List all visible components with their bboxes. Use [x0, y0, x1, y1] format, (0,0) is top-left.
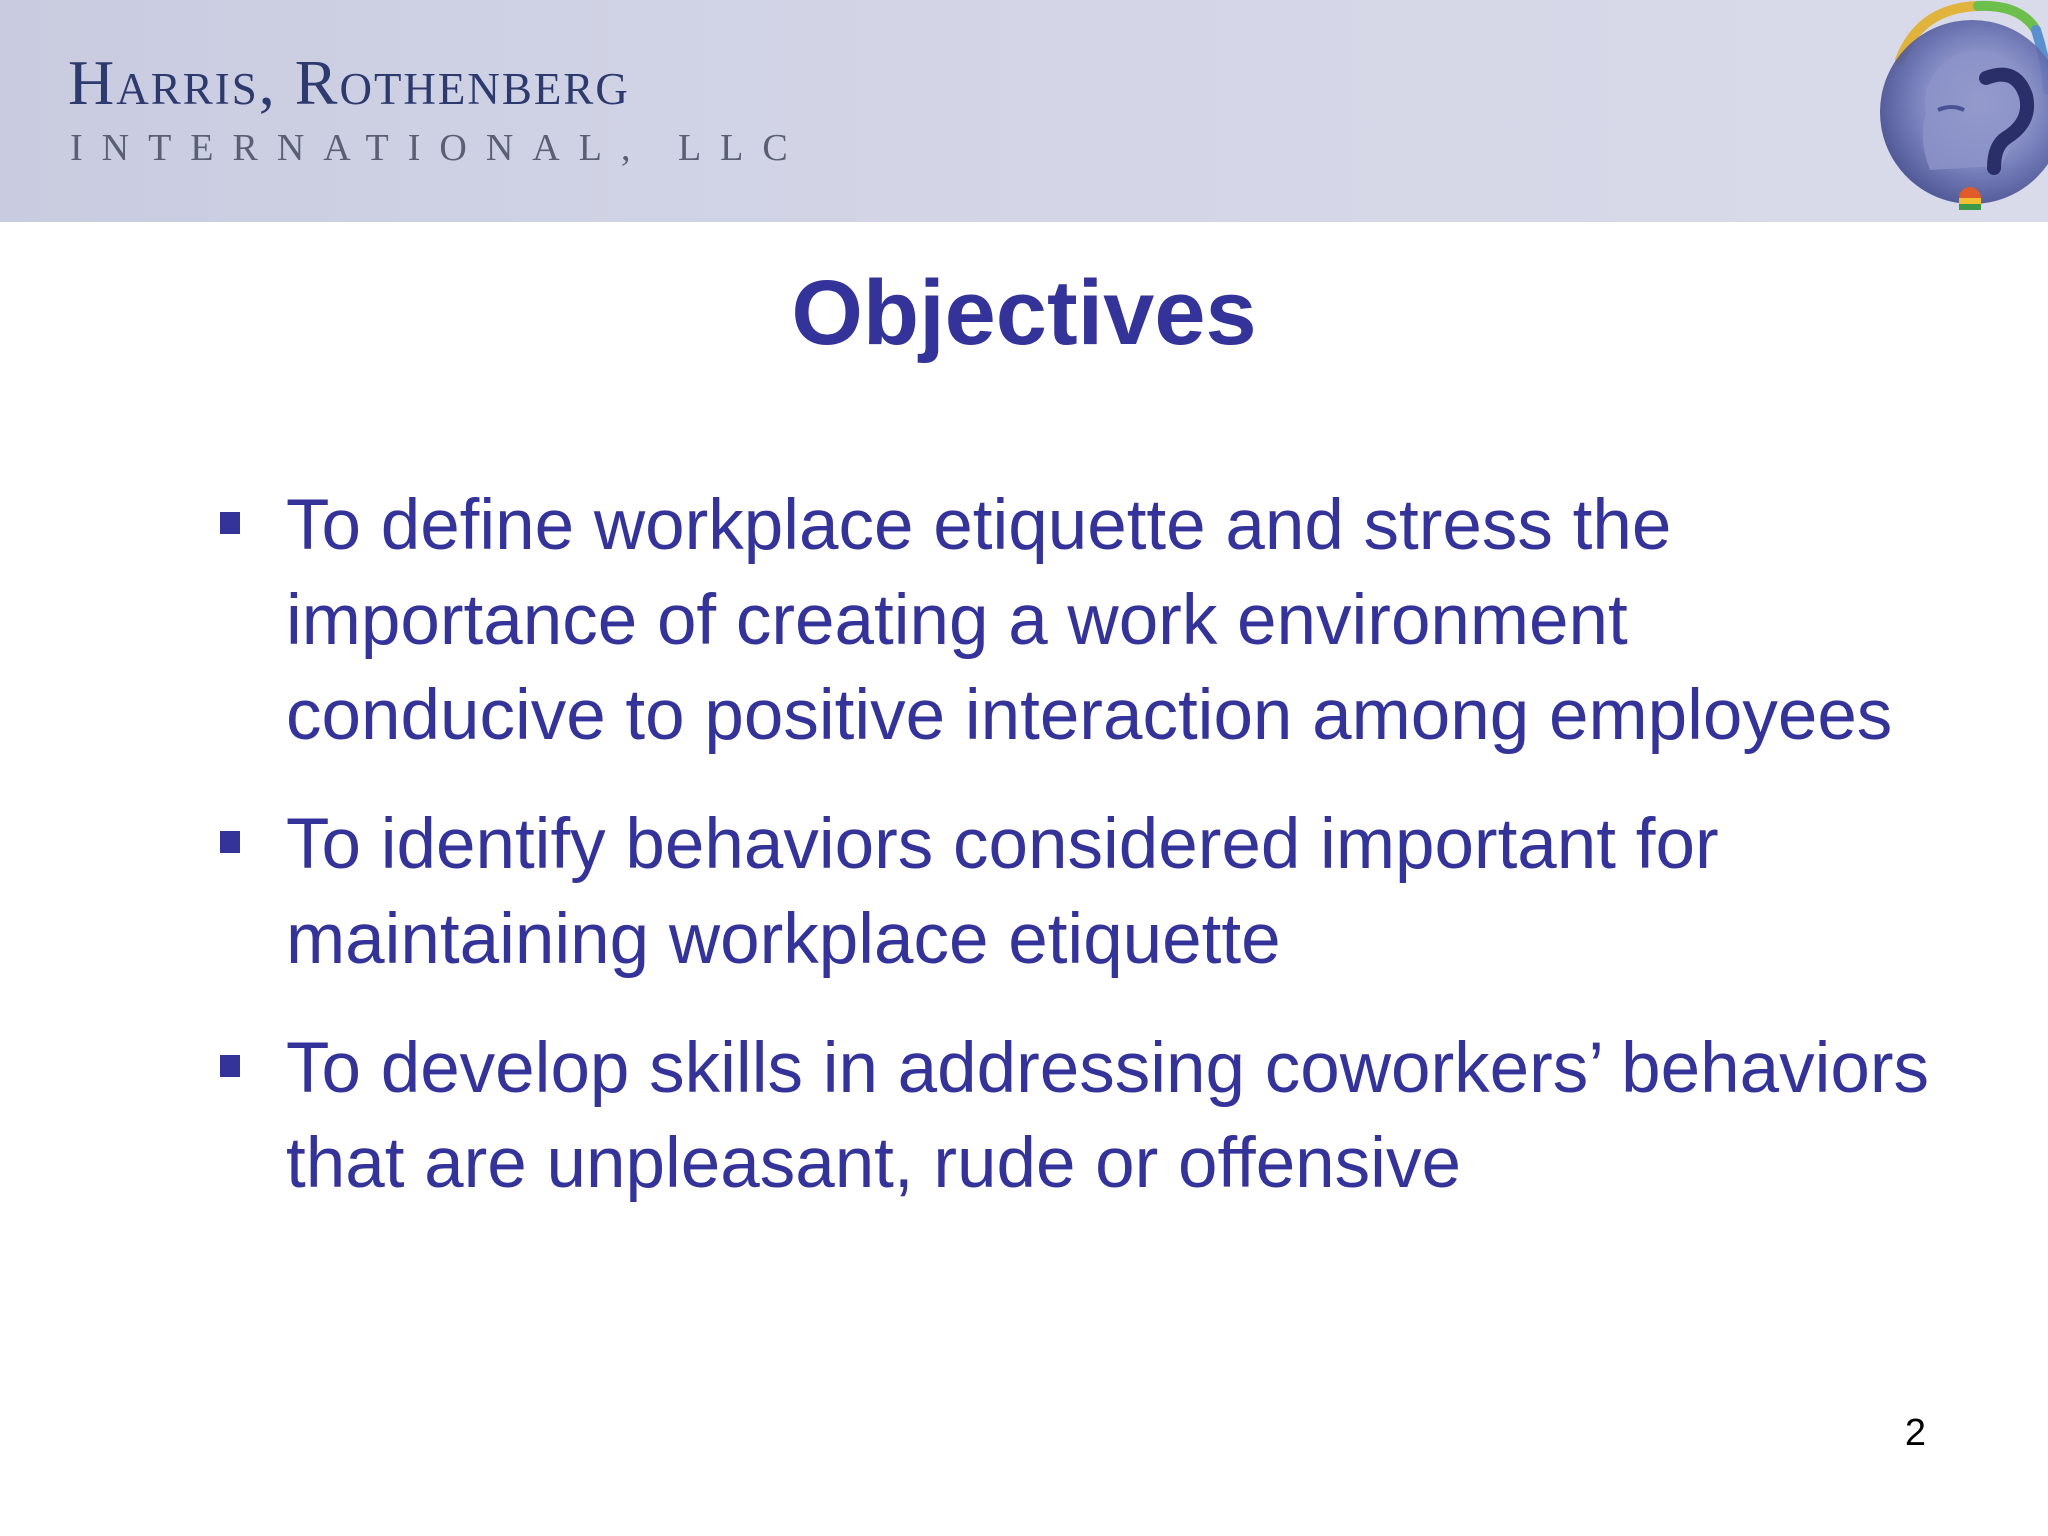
bullet-text: To develop skills in addressing coworkers’ behaviors that are unpleasant, rude or offensive	[286, 1029, 1929, 1203]
logo-company-suffix: INTERNATIONAL, LLC	[70, 127, 807, 169]
bullet-text: To define workplace etiquette and stress the importance of creating a work environment conducive to positive interaction among employees	[286, 486, 1893, 755]
slide-title: Objectives	[791, 262, 1257, 364]
list-item	[210, 478, 1960, 763]
list-item	[210, 1021, 1960, 1211]
logo-company-name: Harris, Rothenberg	[68, 47, 630, 118]
header-band	[0, 0, 2048, 222]
head-question-mark-emblem-icon	[1860, 0, 2048, 222]
square-bullet-icon	[220, 831, 240, 853]
square-bullet-icon	[220, 512, 240, 534]
square-bullet-icon	[220, 1055, 240, 1077]
list-item	[210, 797, 1960, 987]
bullet-text: To identify behaviors considered important for maintaining workplace etiquette	[286, 805, 1719, 979]
page-number: 2	[1904, 1412, 1926, 1454]
objectives-list	[210, 478, 1960, 1245]
company-logo	[68, 46, 828, 176]
